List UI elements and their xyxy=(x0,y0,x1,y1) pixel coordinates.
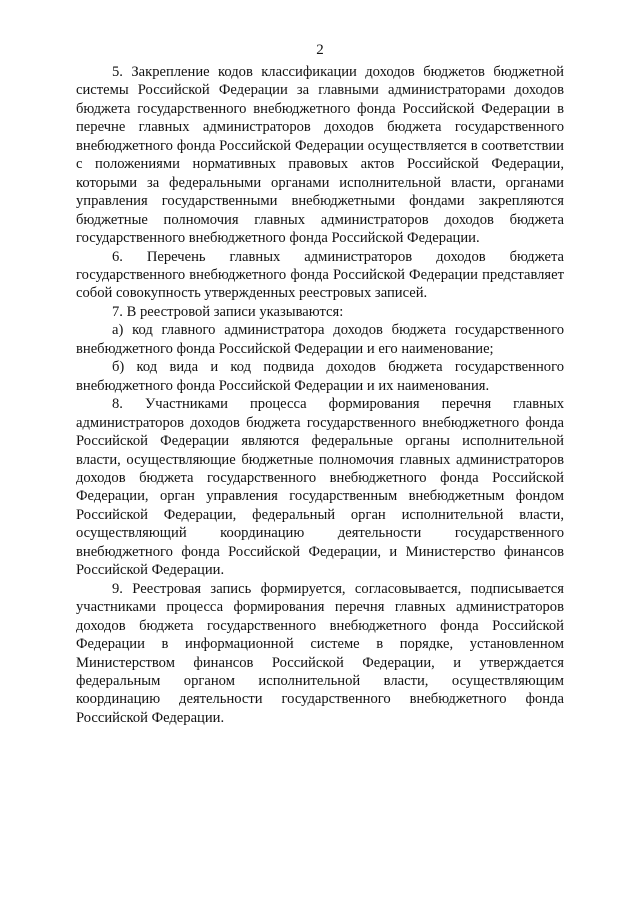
paragraph-8: 8. Участниками процесса формирования перечня главных администраторов доходов бюджета государственного внебюджетного фонда Российской Федерации являются федеральные органы исполнительной власти, осуществляющие бюджетные полномочия главных администраторов доходов бюджета государственного внебюджетного фонда Российской Федерации, орган управления государственным внебюджетным фондом Российской Федерации, федеральный орган исполнительной власти, осуществляющий координацию деятельности государственного внебюджетного фонда Российской Федерации, и Министерство финансов Российской Федерации. xyxy=(76,396,564,579)
paragraph-5: 5. Закрепление кодов классификации доходов бюджетов бюджетной системы Российской Федерации за главными администраторами доходов бюджета государственного внебюджетного фонда Российской Федерации в перечне главных администраторов доходов бюджета государственного внебюджетного фонда Российской Федерации осуществляется в соответствии с положениями нормативных правовых актов Российской Федерации, которыми за федеральными органами исполнительной власти, органами управления государственными внебюджетными фондами закрепляются бюджетные полномочия главных администраторов доходов бюджета государственного внебюджетного фонда Российской Федерации. xyxy=(76,64,564,247)
document-body xyxy=(76,63,564,727)
paragraph-7: 7. В реестровой записи указываются: xyxy=(112,303,344,320)
paragraph-7-item-b: б) код вида и код подвида доходов бюджета государственного внебюджетного фонда Российской Федерации и их наименования. xyxy=(76,359,564,394)
paragraph-6: 6. Перечень главных администраторов доходов бюджета государственного внебюджетного фонда Российской Федерации представляет собой совокупность утвержденных реестровых записей. xyxy=(76,248,564,302)
paragraph-7-item-a: а) код главного администратора доходов бюджета государственного внебюджетного фонда Российской Федерации и его наименование; xyxy=(76,322,564,357)
page-number: 2 xyxy=(316,42,324,58)
paragraph-9: 9. Реестровая запись формируется, согласовывается, подписывается участниками процесса формирования перечня главных администраторов доходов бюджета государственного внебюджетного фонда Российской Федерации в информационной системе в порядке, установленном Министерством финансов Российской Федерации, и утверждается федеральным органом исполнительной власти, осуществляющим координацию деятельности государственного внебюджетного фонда Российской Федерации. xyxy=(76,580,564,726)
